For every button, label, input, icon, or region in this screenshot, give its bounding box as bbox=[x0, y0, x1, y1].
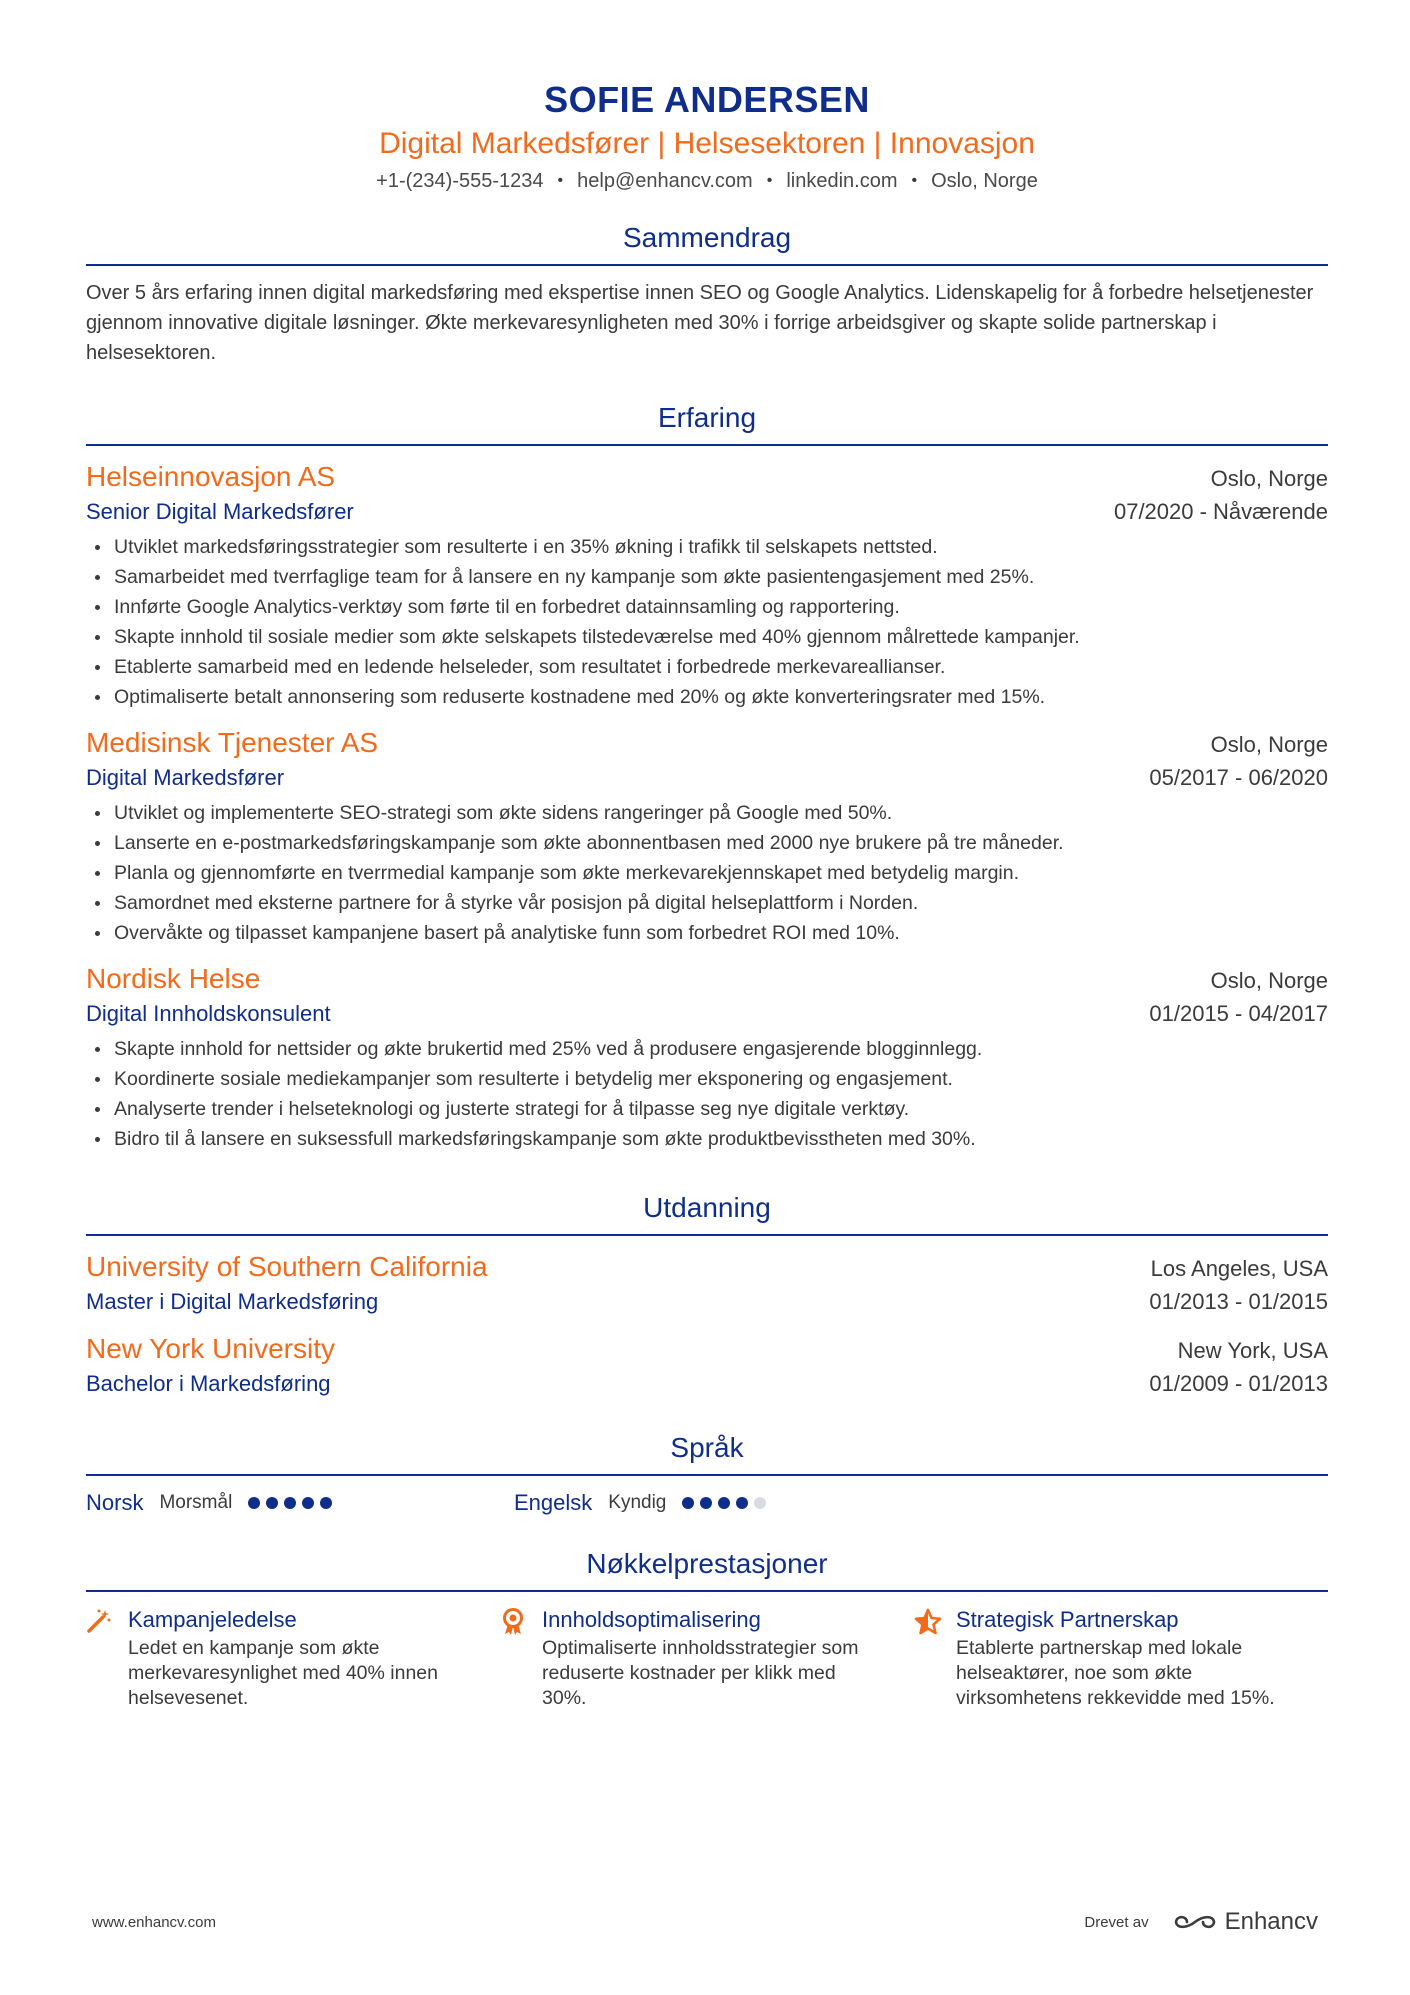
job-location: Oslo, Norge bbox=[1210, 466, 1328, 491]
award-ribbon-icon bbox=[500, 1604, 542, 1711]
bullet-item: Samordnet med eksterne partnere for å styrke vår posisjon på digital helseplattform i Norden. bbox=[86, 888, 1328, 918]
school-name: University of Southern California bbox=[86, 1251, 488, 1282]
enhancv-logo-icon bbox=[1173, 1910, 1217, 1934]
resume-page bbox=[86, 0, 1328, 1711]
bullet-item: Koordinerte sosiale mediekampanjer som resulterte i betydelig mer eksponering og engasjement. bbox=[86, 1064, 1328, 1094]
summary-section bbox=[86, 220, 1328, 368]
bullet-item: Planla og gjennomførte en tverrmedial kampanje som økte merkevarekjennskapet med betydelig margin. bbox=[86, 858, 1328, 888]
achievement-title: Innholdsoptimalisering bbox=[542, 1607, 761, 1632]
job-title: Senior Digital Markedsfører bbox=[86, 499, 354, 524]
job-location: Oslo, Norge bbox=[1210, 732, 1328, 757]
proficiency-dot-empty bbox=[754, 1497, 766, 1509]
company-name: Helseinnovasjon AS bbox=[86, 461, 336, 492]
contact-separator: • bbox=[557, 172, 564, 189]
page-footer bbox=[92, 1908, 1318, 1936]
achievement-text: Etablerte partnerskap med lokale helseaktører, noe som økte virksomhetens rekkevidde med 15%. bbox=[956, 1637, 1275, 1709]
bullet-item: Etablerte samarbeid med en ledende helseleder, som resultatet i forbedrede merkevareallianser. bbox=[86, 652, 1328, 682]
location: Oslo, Norge bbox=[931, 170, 1038, 192]
section-title: Nøkkelprestasjoner bbox=[86, 1546, 1328, 1592]
proficiency-dot-filled bbox=[700, 1497, 712, 1509]
phone: +1-(234)-555-1234 bbox=[376, 170, 544, 192]
section-title: Utdanning bbox=[86, 1190, 1328, 1236]
brand-name: Enhancv bbox=[1224, 1908, 1318, 1935]
language-level: Kyndig bbox=[608, 1492, 667, 1513]
degree: Bachelor i Markedsføring bbox=[86, 1371, 331, 1396]
proficiency-dot-filled bbox=[284, 1497, 296, 1509]
section-title: Erfaring bbox=[86, 400, 1328, 446]
proficiency-dots bbox=[682, 1497, 766, 1509]
education-dates: 01/2013 - 01/2015 bbox=[1149, 1289, 1328, 1314]
proficiency-dot-filled bbox=[682, 1497, 694, 1509]
proficiency-dot-filled bbox=[302, 1497, 314, 1509]
linkedin[interactable]: linkedin.com bbox=[786, 170, 898, 192]
footer-url[interactable]: www.enhancv.com bbox=[92, 1913, 216, 1931]
bullet-item: Samarbeidet med tverrfaglige team for å lansere en ny kampanje som økte pasientengasjement med 25%. bbox=[86, 562, 1328, 592]
bullet-item: Innførte Google Analytics-verktøy som førte til en forbedret datainnsamling og rapportering. bbox=[86, 592, 1328, 622]
company-name: Nordisk Helse bbox=[86, 963, 261, 994]
achievements-section bbox=[86, 1546, 1328, 1711]
section-title: Språk bbox=[86, 1430, 1328, 1476]
school-location: New York, USA bbox=[1177, 1338, 1328, 1363]
bullet-item: Utviklet markedsføringsstrategier som resulterte i en 35% økning i trafikk til selskapets nettsted. bbox=[86, 532, 1328, 562]
degree: Master i Digital Markedsføring bbox=[86, 1289, 379, 1314]
candidate-name: SOFIE ANDERSEN bbox=[544, 79, 870, 120]
proficiency-dot-filled bbox=[248, 1497, 260, 1509]
school-name: New York University bbox=[86, 1333, 335, 1364]
email[interactable]: help@enhancv.com bbox=[577, 170, 753, 192]
achievement-item bbox=[914, 1604, 1328, 1711]
experience-entry bbox=[86, 724, 1328, 948]
proficiency-dot-filled bbox=[266, 1497, 278, 1509]
achievement-text: Ledet en kampanje som økte merkevaresynlighet med 40% innen helsevesenet. bbox=[128, 1637, 439, 1709]
contact-line bbox=[86, 168, 1328, 194]
education-entry bbox=[86, 1248, 1328, 1318]
education-section bbox=[86, 1190, 1328, 1400]
bullet-list bbox=[86, 1034, 1328, 1154]
proficiency-dot-filled bbox=[320, 1497, 332, 1509]
bullet-item: Overvåkte og tilpasset kampanjene basert på analytiske funn som forbedret ROI med 10%. bbox=[86, 918, 1328, 948]
headline: Digital Markedsfører | Helsesektoren | Innovasjon bbox=[379, 127, 1035, 160]
achievement-title: Strategisk Partnerskap bbox=[956, 1607, 1179, 1632]
company-name: Medisinsk Tjenester AS bbox=[86, 727, 379, 758]
bullet-list bbox=[86, 532, 1328, 712]
section-title: Sammendrag bbox=[86, 220, 1328, 266]
proficiency-dot-filled bbox=[736, 1497, 748, 1509]
achievement-item bbox=[86, 1604, 500, 1711]
job-title: Digital Innholdskonsulent bbox=[86, 1001, 331, 1026]
proficiency-dots bbox=[248, 1497, 332, 1509]
language-name: Norsk bbox=[86, 1490, 144, 1515]
enhancv-logo[interactable] bbox=[1173, 1908, 1318, 1936]
bullet-item: Optimaliserte betalt annonsering som reduserte kostnadene med 20% og økte konverteringsrater med 15%. bbox=[86, 682, 1328, 712]
bullet-item: Skapte innhold for nettsider og økte brukertid med 25% ved å produsere engasjerende blogginnlegg. bbox=[86, 1034, 1328, 1064]
language-item bbox=[514, 1490, 942, 1516]
bullet-item: Lanserte en e-postmarkedsføringskampanje som økte abonnentbasen med 2000 nye brukere på tre måneder. bbox=[86, 828, 1328, 858]
job-title: Digital Markedsfører bbox=[86, 765, 285, 790]
job-location: Oslo, Norge bbox=[1210, 968, 1328, 993]
education-dates: 01/2009 - 01/2013 bbox=[1149, 1371, 1328, 1396]
bullet-list bbox=[86, 798, 1328, 948]
experience-entry bbox=[86, 960, 1328, 1154]
languages-section bbox=[86, 1430, 1328, 1516]
bullet-item: Analyserte trender i helseteknologi og justerte strategi for å tilpasse seg nye digitale verktøy. bbox=[86, 1094, 1328, 1124]
experience-section bbox=[86, 400, 1328, 1154]
language-level: Morsmål bbox=[159, 1492, 233, 1513]
achievement-item bbox=[500, 1604, 914, 1711]
language-name: Engelsk bbox=[514, 1490, 593, 1515]
powered-by-label: Drevet av bbox=[1084, 1913, 1149, 1931]
star-icon bbox=[914, 1604, 956, 1711]
bullet-item: Bidro til å lansere en suksessfull markedsføringskampanje som økte produktbevisstheten med 30%. bbox=[86, 1124, 1328, 1154]
school-location: Los Angeles, USA bbox=[1150, 1256, 1328, 1281]
contact-separator: • bbox=[766, 172, 773, 189]
job-dates: 01/2015 - 04/2017 bbox=[1149, 1001, 1328, 1026]
achievement-title: Kampanjeledelse bbox=[128, 1607, 297, 1632]
bullet-item: Utviklet og implementerte SEO-strategi som økte sidens rangeringer på Google med 50%. bbox=[86, 798, 1328, 828]
bullet-item: Skapte innhold til sosiale medier som økte selskapets tilstedeværelse med 40% gjennom målrettede kampanjer. bbox=[86, 622, 1328, 652]
experience-entry bbox=[86, 458, 1328, 712]
job-dates: 05/2017 - 06/2020 bbox=[1149, 765, 1328, 790]
magic-wand-icon bbox=[86, 1604, 128, 1711]
contact-separator: • bbox=[911, 172, 918, 189]
education-entry bbox=[86, 1330, 1328, 1400]
achievement-text: Optimaliserte innholdsstrategier som reduserte kostnader per klikk med 30%. bbox=[542, 1637, 859, 1709]
proficiency-dot-filled bbox=[718, 1497, 730, 1509]
summary-text: Over 5 års erfaring innen digital markedsføring med ekspertise innen SEO og Google Analytics. Lidenskapelig for å forbedre helsetjenester gjennom innovative digitale løsninger. Økte merkevaresynligheten med 30% i forrige arbeidsgiver og skapte solide partnerskap i helsesektoren. bbox=[86, 282, 1314, 364]
job-dates: 07/2020 - Nåværende bbox=[1113, 499, 1328, 524]
resume-header bbox=[86, 0, 1328, 194]
language-item bbox=[86, 1490, 514, 1516]
